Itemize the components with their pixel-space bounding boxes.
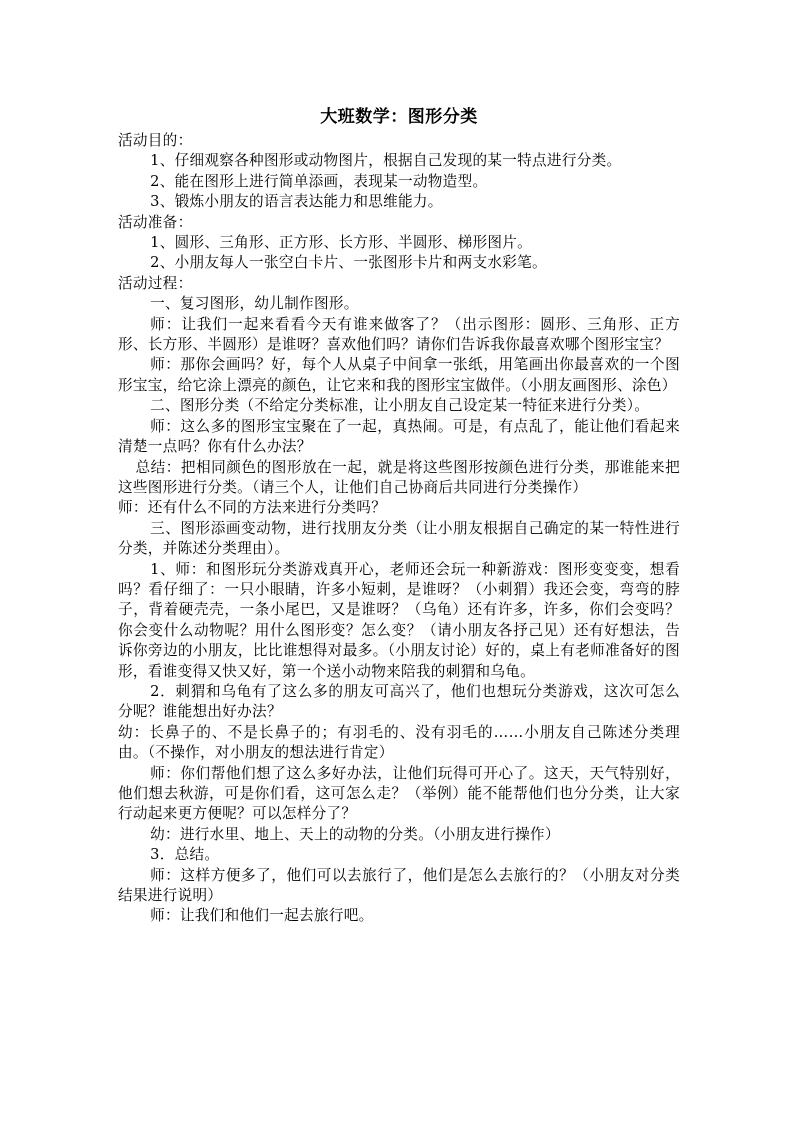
goal-item-3: 3、锻炼小朋友的语言表达能力和思维能力。 [150, 193, 443, 211]
section-heading-process: 活动过程： [118, 274, 193, 292]
process-paragraph: 2．刺猬和乌龟有了这么多的朋友可高兴了，他们也想玩分类游戏，这次可怎么分呢？谁能想出好办法？ [118, 682, 680, 721]
process-paragraph: 师：那你会画吗？好，每个人从桌子中间拿一张纸，用笔画出你最喜欢的一个图形宝宝，给它涂上漂亮的颜色，让它来和我的图形宝宝做伴。（小朋友画图形、涂色） [118, 356, 680, 394]
document-page [118, 104, 680, 927]
process-paragraph: 师：你们帮他们想了这么多好办法，让他们玩得可开心了。这天，天气特别好，他们想去秋游，可是你们看，这可怎么走？（举例）能不能帮他们也分分类，让大家行动起来更方便呢？可以怎样分了？ [118, 764, 680, 823]
document-title: 大班数学：图形分类 [320, 107, 478, 127]
section-heading-preparation: 活动准备： [118, 213, 193, 231]
process-paragraph: 师：这样方便多了，他们可以去旅行了，他们是怎么去旅行的？（小朋友对分类结果进行说明） [118, 866, 680, 905]
process-paragraph: 三、图形添画变动物，进行找朋友分类（让小朋友根据自己确定的某一特性进行分类，并陈述分类理由）。 [118, 519, 680, 558]
goal-item-1: 1、仔细观察各种图形或动物图片，根据自己发现的某一特点进行分类。 [150, 152, 622, 170]
section-heading-goals: 活动目的： [118, 132, 193, 149]
process-paragraph: 师：让我们一起来看看今天有谁来做客了？（出示图形：圆形、三角形、正方形、长方形、半圆形）是谁呀？喜欢他们吗？请你们告诉我你最喜欢哪个图形宝宝？ [118, 315, 680, 354]
process-paragraph: 总结：把相同颜色的图形放在一起，就是将这些图形按颜色进行分类，那谁能来把这些图形进行分类。（请三个人，让他们自己协商后共同进行分类操作） [118, 458, 680, 496]
preparation-item-2: 2、小朋友每人一张空白卡片、一张图形卡片和两支水彩笔。 [150, 254, 547, 272]
goal-item-2: 2、能在图形上进行简单添画，表现某一动物造型。 [150, 172, 488, 190]
process-paragraph: 一、复习图形，幼儿制作图形。 [150, 295, 359, 313]
process-paragraph: 师：还有什么不同的方法来进行分类吗？ [118, 499, 387, 517]
process-paragraph: 师：让我们和他们一起去旅行吧。 [150, 907, 374, 925]
process-paragraph: 3．总结。 [150, 846, 220, 864]
preparation-item-1: 1、圆形、三角形、正方形、长方形、半圆形、梯形图片。 [150, 234, 533, 252]
process-paragraph: 幼：进行水里、地上、天上的动物的分类。（小朋友进行操作） [150, 825, 560, 843]
process-paragraph: 1、师：和图形玩分类游戏真开心，老师还会玩一种新游戏：图形变变变，想看吗？看仔细了：一只小眼睛，许多小短刺，是谁呀？（小刺猬）我还会变，弯弯的脖子，背着硬壳壳，一条小尾巴，又是谁呀？（乌龟）还有许多，许多，你们会变吗？你会变什么动物呢？用什么图形变？怎么变？（请小朋友各抒己见）还有好想法，告诉你旁边的小朋友，比比谁想得对最多。（小朋友讨论）好的，桌上有老师准备好的图形，看谁变得又快又好，第一个送小动物来陪我的刺猬和乌龟。 [118, 560, 680, 680]
process-paragraph: 师：这么多的图形宝宝聚在了一起，真热闹。可是，有点乱了，能让他们看起来清楚一点吗？你有什么办法？ [118, 417, 680, 456]
process-paragraph: 二、图形分类（不给定分类标准，让小朋友自己设定某一特征来进行分类）。 [150, 397, 650, 415]
process-paragraph: 幼：长鼻子的、不是长鼻子的；有羽毛的、没有羽毛的……小朋友自己陈述分类理由。（不操作，对小朋友的想法进行肯定） [118, 723, 680, 762]
